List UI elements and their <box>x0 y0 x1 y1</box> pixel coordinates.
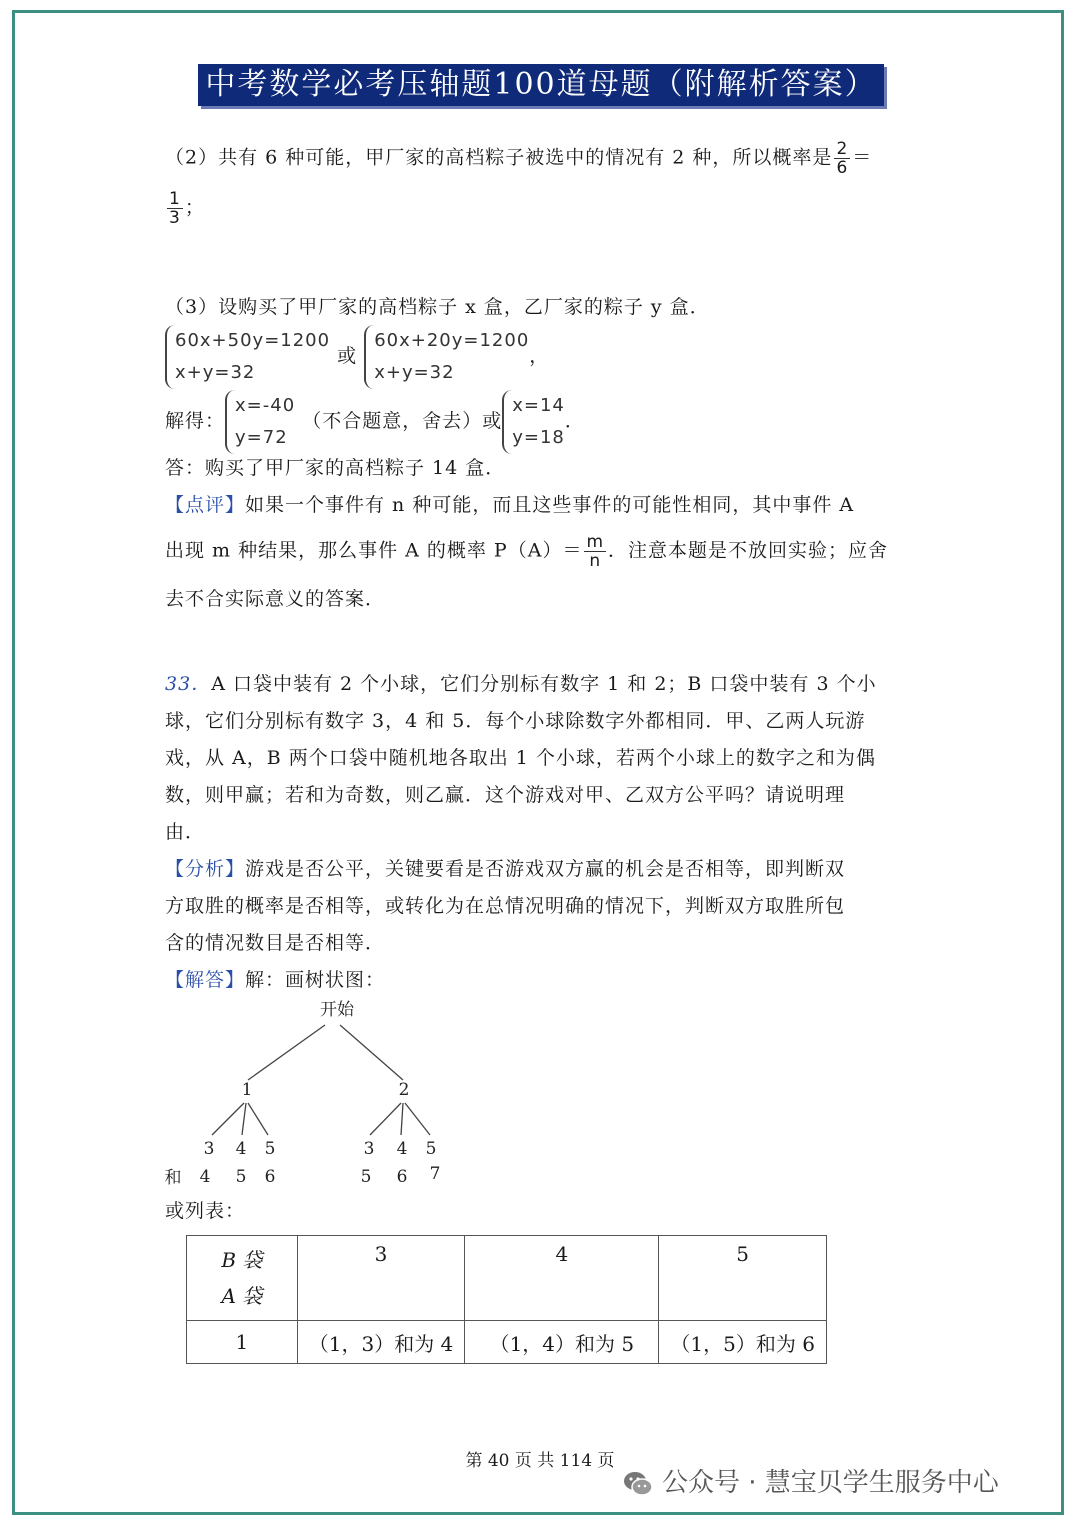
reject-text: （不合题意，舍去）或 <box>302 410 503 432</box>
frac-den: n <box>589 551 602 571</box>
comment-line-2 <box>165 533 888 570</box>
table-header-cell: 3 <box>297 1236 465 1321</box>
part3-intro: （3）设购买了甲厂家的高档粽子 x 盒，乙厂家的粽子 y 盒． <box>165 296 710 318</box>
table-corner-cell <box>187 1236 298 1321</box>
analysis-text: 游戏是否公平，关键要看是否游戏双方赢的机会是否相等，即判断双 <box>245 858 846 880</box>
frac-num: m <box>586 532 605 552</box>
q33-line-1 <box>165 672 877 696</box>
solve-label: 解得： <box>165 410 226 432</box>
tree-leaf: 4 <box>396 1139 408 1159</box>
tree-leaf: 3 <box>363 1139 375 1159</box>
frac-num: 2 <box>836 139 849 159</box>
table-cell: （1，4）和为 5 <box>465 1321 659 1364</box>
equation: x+y=32 <box>175 362 256 383</box>
watermark-text: 公众号 · 慧宝贝学生服务中心 <box>662 1468 999 1498</box>
table-cell: （1，5）和为 6 <box>659 1321 827 1364</box>
question-number: 33． <box>165 673 212 695</box>
q33-line-5: 由． <box>165 821 206 843</box>
table-header-cell: 4 <box>465 1236 659 1321</box>
q33-line-2: 球，它们分别标有数字 3，4 和 5．每个小球除数字外都相同．甲、乙两人玩游 <box>165 710 866 732</box>
solution-intro <box>165 968 385 992</box>
tree-leaf: 4 <box>235 1139 247 1159</box>
comment-text: 出现 m 种结果，那么事件 A 的概率 P（A）＝ <box>165 539 583 562</box>
outcome-table <box>186 1235 827 1364</box>
equation: x=14 <box>512 395 565 416</box>
page-number: 第 40 页 共 114 页 <box>465 1451 615 1471</box>
frac-num: 1 <box>169 189 181 209</box>
equation-systems <box>165 325 549 389</box>
tree-branch <box>248 1025 325 1080</box>
period: ． <box>564 410 585 432</box>
fraction-2-6 <box>834 140 850 177</box>
q33-line-4: 数，则甲赢；若和为奇数，则乙赢．这个游戏对甲、乙双方公平吗？请说明理 <box>165 784 846 806</box>
tree-sum: 5 <box>360 1167 372 1187</box>
equation: 60x+50y=1200 <box>175 330 331 351</box>
solution-system-1 <box>225 390 295 454</box>
solution-text: 解：画树状图： <box>245 969 386 991</box>
corner-bottom-label: A 袋 <box>221 1284 263 1308</box>
fraction-m-n <box>584 533 606 570</box>
tree-sum: 6 <box>396 1167 408 1187</box>
tree-branch <box>242 1103 246 1135</box>
analysis-line-3: 含的情况数目是否相等． <box>165 932 386 954</box>
tree-node: 2 <box>398 1080 410 1100</box>
part2-line <box>165 140 872 177</box>
comment-line-1 <box>165 493 854 517</box>
page-title: 中考数学必考压轴题100道母题（附解析答案） <box>198 64 884 106</box>
equation: 60x+20y=1200 <box>374 330 530 351</box>
tree-sum: 6 <box>264 1167 276 1187</box>
q33-line-3: 戏，从 A，B 两个口袋中随机地各取出 1 个小球，若两个小球上的数字之和为偶 <box>165 747 876 769</box>
frac-den: 6 <box>836 158 849 178</box>
part3-answer: 答：购买了甲厂家的高档粽子 14 盒． <box>165 457 506 479</box>
table-cell: 1 <box>187 1321 298 1364</box>
tree-sum: 4 <box>199 1167 211 1187</box>
solution-tag: 【解答】 <box>165 969 246 991</box>
corner-top-label: B 袋 <box>221 1248 263 1272</box>
sum-label: 和 <box>164 1168 182 1188</box>
equation-system-2 <box>364 325 529 389</box>
fraction-1-3 <box>167 190 183 227</box>
tree-sum: 5 <box>235 1167 247 1187</box>
frac-den: 3 <box>169 208 181 228</box>
part2-result <box>165 190 205 227</box>
tree-sum: 7 <box>429 1164 441 1184</box>
equation: x=-40 <box>235 395 296 416</box>
equation-system-1 <box>165 325 330 389</box>
tree-leaf: 3 <box>203 1139 215 1159</box>
tree-root: 开始 <box>320 1000 354 1020</box>
table-row <box>187 1321 827 1364</box>
tree-branch <box>340 1025 403 1080</box>
comment-line-3: 去不合实际意义的答案． <box>165 588 386 610</box>
comma: ， <box>529 345 550 367</box>
tree-node: 1 <box>241 1080 253 1100</box>
solution-system-2 <box>502 390 565 454</box>
comment-text: ．注意本题是不放回实验；应舍 <box>608 539 889 562</box>
tree-branch <box>401 1103 403 1135</box>
equation: x+y=32 <box>374 362 455 383</box>
or-text: 或 <box>337 345 358 367</box>
comment-text: 如果一个事件有 n 种可能，而且这些事件的可能性相同，其中事件 A <box>245 494 855 516</box>
analysis-line-1 <box>165 857 845 881</box>
list-label: 或列表： <box>165 1200 246 1222</box>
watermark <box>622 1462 999 1500</box>
tree-leaf: 5 <box>264 1139 276 1159</box>
tree-leaf: 5 <box>425 1139 437 1159</box>
equation: y=72 <box>235 427 288 448</box>
analysis-line-2: 方取胜的概率是否相等，或转化为在总情况明确的情况下，判断双方取胜所包 <box>165 895 846 917</box>
table-header-row <box>187 1236 827 1321</box>
table-cell: （1，3）和为 4 <box>297 1321 465 1364</box>
tree-branch <box>370 1103 401 1135</box>
solution-line <box>165 390 585 454</box>
tree-diagram <box>160 995 480 1195</box>
wechat-icon <box>622 1468 654 1500</box>
tree-branch <box>248 1103 268 1135</box>
tree-branch <box>405 1103 430 1135</box>
tree-branch <box>212 1103 244 1135</box>
question-text: A 口袋中装有 2 个小球，它们分别标有数字 1 和 2；B 口袋中装有 3 个小 <box>211 673 877 695</box>
equation: y=18 <box>512 427 565 448</box>
analysis-tag: 【分析】 <box>165 858 246 880</box>
part2-text: （2）共有 6 种可能，甲厂家的高档粽子被选中的情况有 2 种，所以概率是 <box>165 146 833 169</box>
comment-tag: 【点评】 <box>165 494 246 516</box>
semicolon: ； <box>184 196 205 219</box>
equals-sign: ＝ <box>852 146 873 169</box>
table-header-cell: 5 <box>659 1236 827 1321</box>
